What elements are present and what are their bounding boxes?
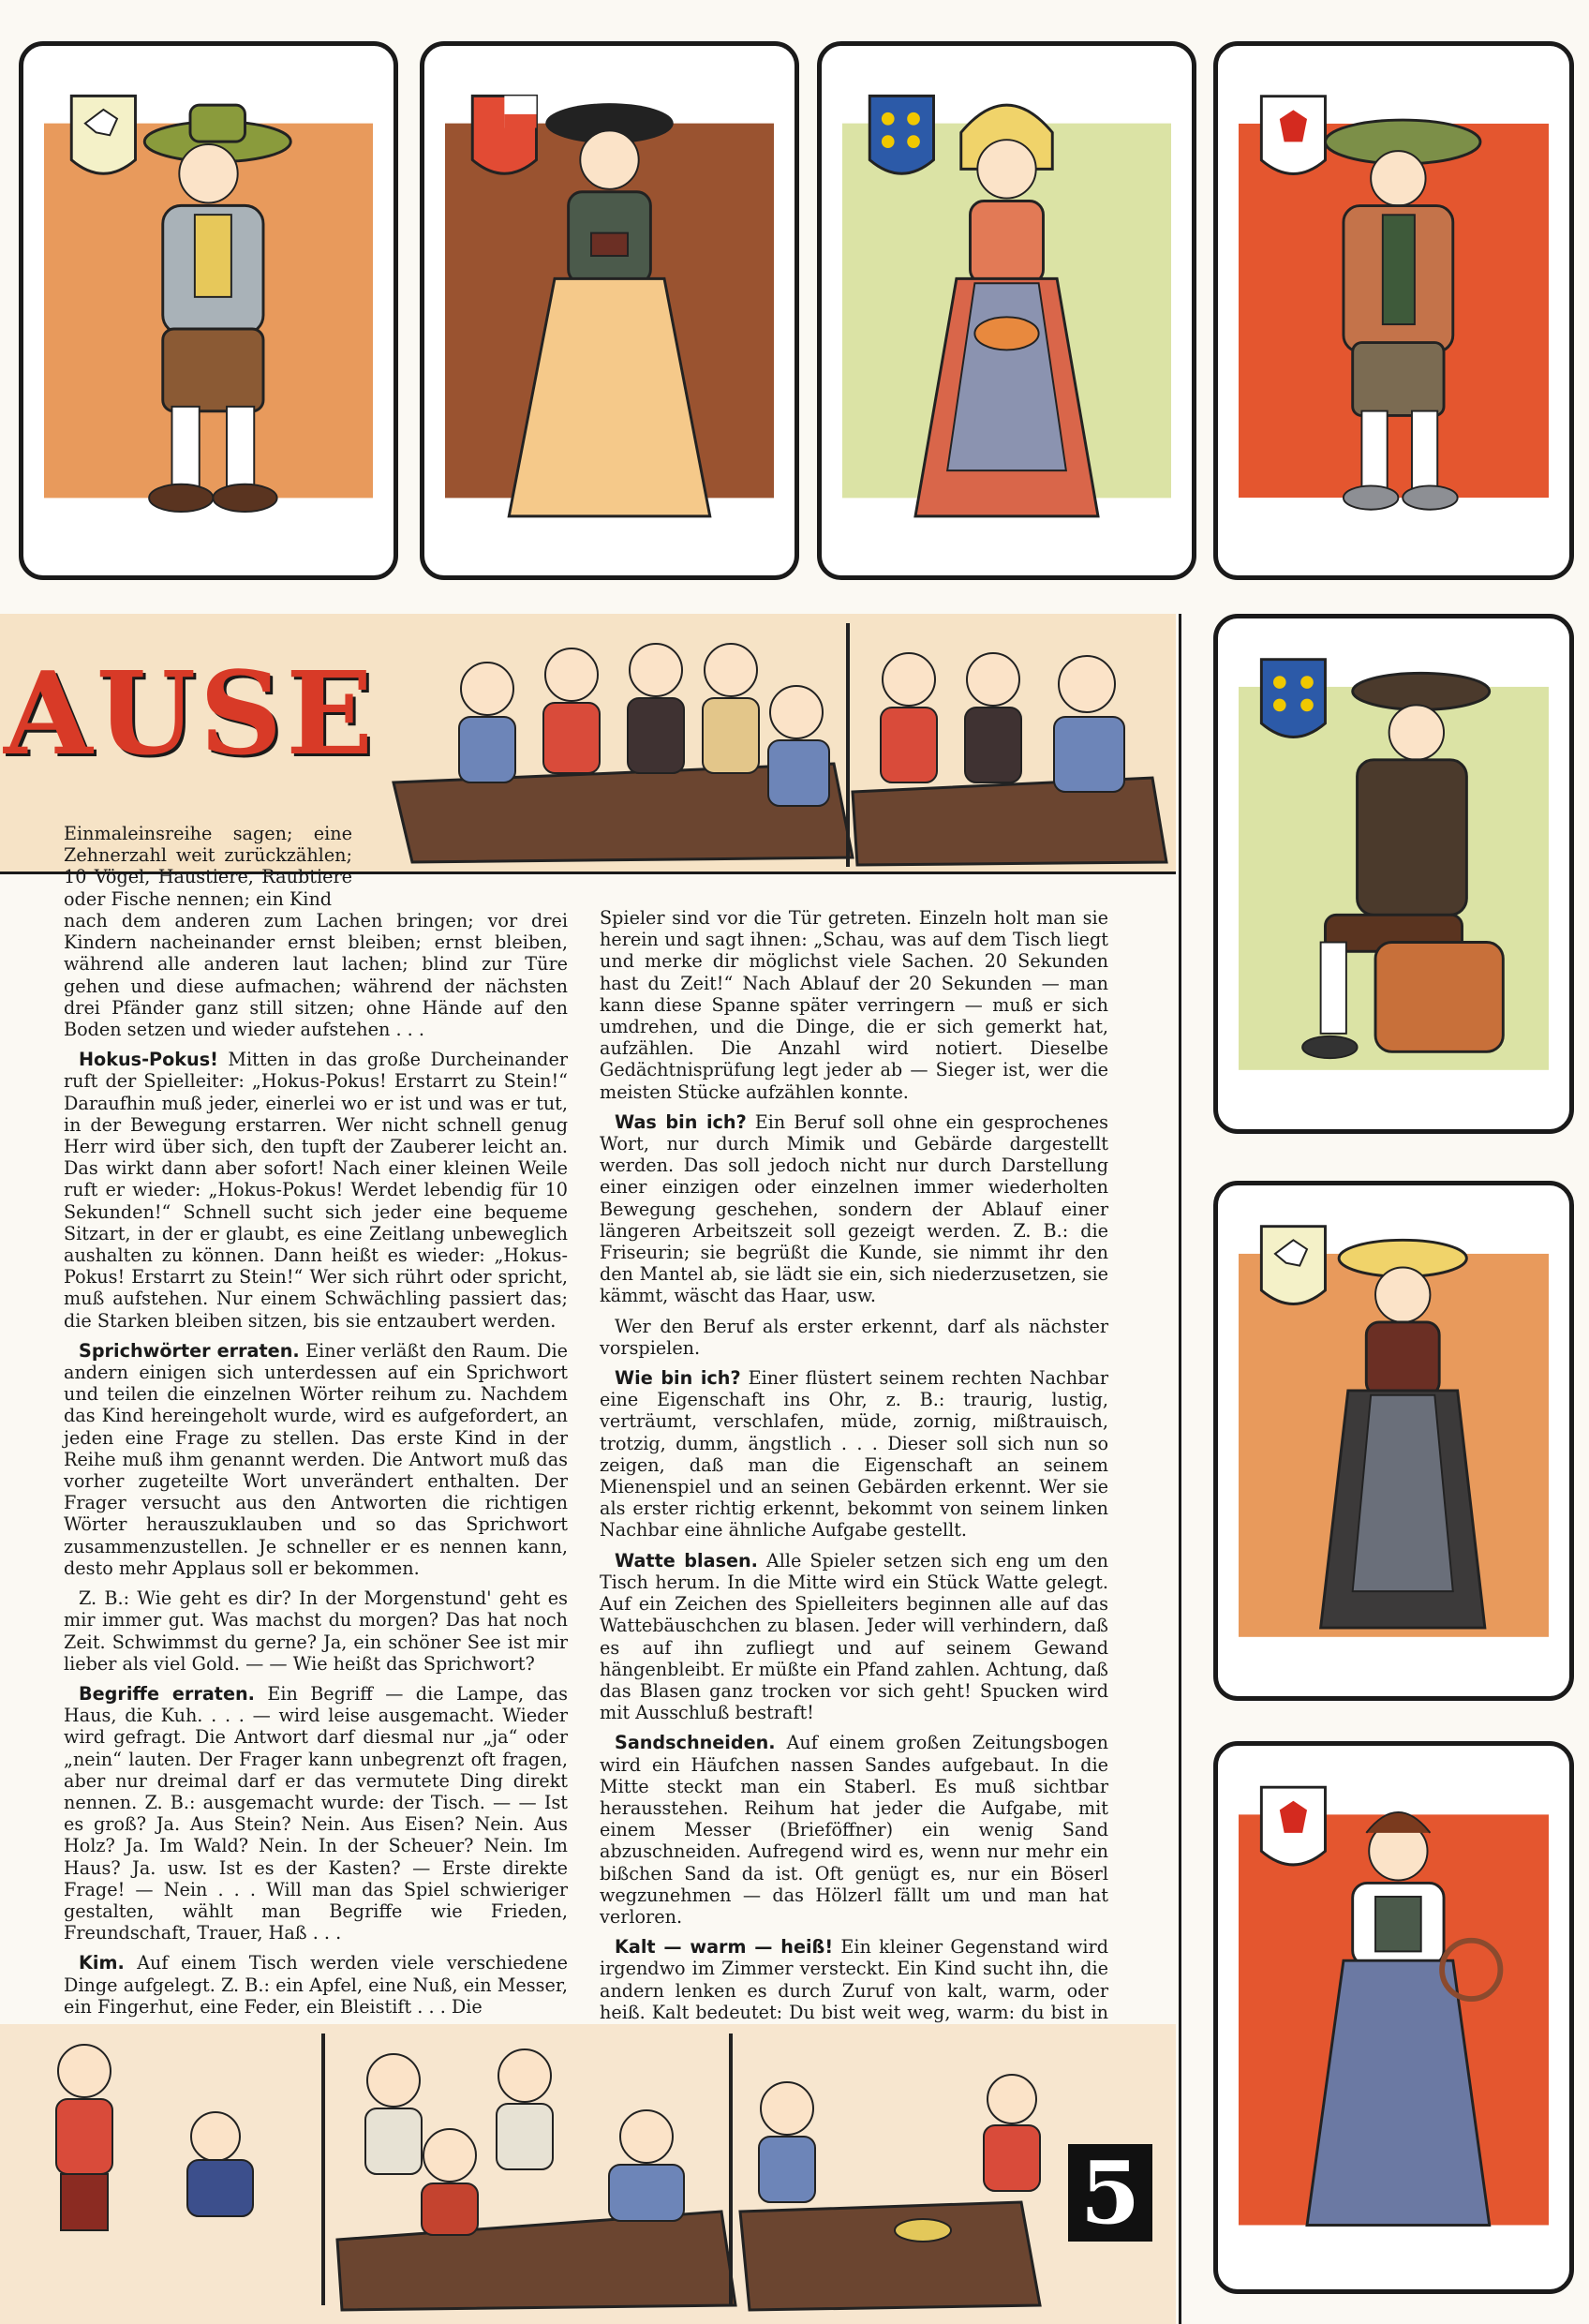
text-hokus-pokus: Mitten in das große Durcheinander ruft der Spielleiter: „Hokus-Pokus! Erstarrt zu Stein!“ Daraufhin muß jeder, einerlei wo er ist und was er tut, in der Bewegung erstarren. Wer nicht schnell genug Herr wird über sich, den tupft der Zauberer leicht an. Das wirkt dann aber sofort! Nach einer kleinen Weile ruft er wieder: „Hokus-Pokus! Werdet lebendig für 10 Sekunden!“ Schnell sucht sich jeder eine bequeme Sitzart, in der er glaubt, es eine Zeitlang unbeweglich aushalten zu können. Dann heißt es wieder: „Hokus-Pokus! Erstarrt zu Stein!“ Wer sich rührt oder spricht, muß aufstehen. Nur einem Schwächling passiert das; die Starken bleiben sitzen, bis sie entzaubert werden. xyxy=(64,1049,568,1332)
costume-card-tyrol-girl xyxy=(1213,1741,1574,2294)
column-divider xyxy=(1179,614,1181,2324)
text-begriffe: Ein Begriff — die Lampe, das Haus, die Kuh. . . . — wird leise ausgemacht. Wieder wird gefragt. Die Antwort darf diesmal nur „ja“ oder „nein“ lauten. Der Frager kann unbegrenzt oft fragen, aber nur dreimal darf er das vermutete Ding direkt nennen. Z. B.: ausgemacht wurde: der Tisch. — — Ist es groß? Ja. Aus Stein? Nein. Aus Eisen? Nein. Aus Holz? Ja. Im Wald? Nein. In der Scheuer? Nein. Im Haus? Ja. usw. Ist es der Kasten? — Erste direkte Frage! — Nein . . . Will man das Spiel schwieriger gestalten, wählt man Begriffe wie Frieden, Freundschaft, Trauer, Haß . . . xyxy=(64,1682,568,1944)
styrian-boy-illustration xyxy=(44,67,373,555)
text-watte-blasen: Alle Spieler setzen sich eng um den Tisch herum. In die Mitte wird ein Stück Watte gelegt. Auf ein Zeichen des Spielleiters beginnen alle auf das Wattebäuschchen zu blasen. Jeder will verhindern, daß es auf ihn zufliegt und auf seinem Gewand hängenbleibt. Er müßte ein Pfand zahlen. Achtung, daß das Blasen ganz trocken vor sich geht! Spucken wird mit Ausschluß bestraft! xyxy=(600,1549,1108,1724)
heading-kim: Kim. xyxy=(79,1952,125,1974)
costume-card-salzburg-girl xyxy=(420,41,799,580)
styrian-girl-illustration xyxy=(1239,1206,1549,1676)
costume-card-styria-girl xyxy=(1213,1181,1574,1701)
paragraph-kim-continued: Spieler sind vor die Tür getreten. Einzeln holt man sie herein und sagt ihnen: „Schau, was auf dem Tisch liegt und merke dir möglichst viele Sachen. 20 Sekunden hast du Zeit!“ Nach Ablauf der 20 Sekunden — man kann diese Spanne später verringern — muß er sich umdrehen, und die Dinge, die er sich gemerkt hat, aufzählen. Die Anzahl wird notiert. Dieselbe Gedächtnisprüfung legt jeder ab — Sieger ist, wer die meisten Stücke aufzählen konnte. xyxy=(600,907,1108,1103)
heading-watte-blasen: Watte blasen. xyxy=(615,1549,758,1572)
costume-card-tyrol-boy xyxy=(1213,41,1574,580)
text-kalt-warm-heiss: Ein kleiner Gegenstand wird irgendwo im Zimmer versteckt. Ein Kind sucht ihn, die andern lenken es durch Zuruf von kalt, warm, oder heiß. Kalt bedeutet: Du bist weit weg, warm: du bist in xyxy=(600,1936,1108,2023)
costume-card-styria-boy xyxy=(19,41,398,580)
heading-hokus-pokus: Hokus-Pokus! xyxy=(79,1049,218,1071)
text-kim: Auf einem Tisch werden viele verschiedene Dinge aufgelegt. Z. B.: ein Apfel, eine Nuß, ein Messer, ein Fingerhut, eine Feder, ein Bleistift . . . Die xyxy=(64,1952,568,2018)
paragraph-was-bin-ich xyxy=(600,1111,1108,1307)
page-number: 5 xyxy=(1068,2144,1152,2242)
costume-card-lower-austria-girl xyxy=(817,41,1196,580)
page-title: AUSE xyxy=(4,646,378,781)
heading-wie-bin-ich: Wie bin ich? xyxy=(615,1367,741,1390)
heading-begriffe: Begriffe erraten. xyxy=(79,1682,255,1705)
paragraph-was-bin-ich-2: Wer den Beruf als erster erkennt, darf als nächster vorspielen. xyxy=(600,1315,1108,1359)
boy-on-barrel-illustration xyxy=(1239,639,1549,1109)
heading-sandschneiden: Sandschneiden. xyxy=(615,1732,776,1754)
tyrolean-girl-illustration xyxy=(1239,1766,1549,2269)
paragraph-wie-bin-ich xyxy=(600,1367,1108,1542)
paragraph-sprichwort-example: Z. B.: Wie geht es dir? In der Morgenstund' geht es mir immer gut. Was machst du morgen? Das hat noch Zeit. Schwimmst du gerne? Ja, ein schöner See ist mir lieber als viel Gold. — — Wie heißt das Sprichwort? xyxy=(64,1587,568,1675)
text-column-2 xyxy=(600,907,1108,2053)
costume-card-lower-austria-boy xyxy=(1213,614,1574,1134)
heading-sprichwoerter: Sprichwörter erraten. xyxy=(79,1339,300,1362)
paragraph-sprichwoerter xyxy=(64,1340,568,1579)
paragraph-hokus-pokus xyxy=(64,1049,568,1332)
children-at-table-illustration xyxy=(384,623,1176,867)
paragraph-begriffe xyxy=(64,1683,568,1944)
text-column-1 xyxy=(64,910,568,2026)
text-wie-bin-ich: Einer flüstert seinem rechten Nachbar eine Eigenschaft ins Ohr, z. B.: traurig, lustig, verträumt, verschlafen, müde, zornig, mißtrauisch, trotzig, dumm, ängstlich . . . Dieser soll sich nun so zeigen, daß man die Eigenschaft an seinem Mienenspiel und an seinen Gebärden erkennt. Wer sie als erster richtig erkennt, bekommt von seinem linken Nachbar eine ähnliche Aufgabe gestellt. xyxy=(600,1367,1108,1542)
paragraph-pfaender: nach dem anderen zum Lachen bringen; vor drei Kindern nacheinander ernst bleiben; ernst bleiben, während alle anderen laut lachen; blind zur Türe gehen und diese aufmachen; während der nächsten drei Pfänder ganz still sitzen; ohne Hände auf den Boden setzen und wieder aufstehen . . . xyxy=(64,910,568,1041)
lower-austria-girl-illustration xyxy=(842,67,1171,555)
text-sandschneiden: Auf einem großen Zeitungsbogen wird ein Häufchen nassen Sandes aufgebaut. In die Mitte steckt man ein Staberl. Es muß sichtbar herausstehen. Reihum hat jeder die Aufgabe, mit einem Messer (Brieföffner) ein wenig Sand abzuschneiden. Aufregend wird es, wenn nur mehr ein bißchen Sand da ist. Oft genügt es, nur ein Böserl wegzunehmen — das Hölzerl fällt um und man hat verloren. xyxy=(600,1732,1108,1928)
paragraph-kim xyxy=(64,1952,568,2018)
tyrolean-boy-illustration xyxy=(1239,67,1549,555)
column1-lead-text: Einmaleinsreihe sagen; eine Zehnerzahl weit zurückzählen; 10 Vögel, Haustiere, Raubtiere oder Fische nennen; ein Kind xyxy=(64,823,352,910)
text-sprichwoerter: Einer verläßt den Raum. Die andern einigen sich unterdessen auf ein Sprichwort und teilen die einzelnen Wörter reihum zu. Nachdem das Kind hereingeholt wurde, wird es aufgefordert, an jeden eine Frage zu stellen. Das erste Kind in der Reihe muß ihm genannt werden. Die Antwort muß das vorher zugeteilte Wort unverändert enthalten. Der Frager versucht aus den Antworten die richtigen Wörter herauszuklauben und so das Sprichwort zusammenzustellen. Je schneller er es nennen kann, desto mehr Applaus soll er bekommen. xyxy=(64,1339,568,1579)
paragraph-sandschneiden xyxy=(600,1732,1108,1928)
heading-kalt-warm-heiss: Kalt — warm — heiß! xyxy=(615,1936,834,1959)
heading-was-bin-ich: Was bin ich? xyxy=(615,1110,747,1133)
paragraph-watte-blasen xyxy=(600,1550,1108,1724)
salzburg-girl-illustration xyxy=(445,67,774,555)
text-was-bin-ich: Ein Beruf soll ohne ein gesprochenes Wort, nur durch Mimik und Gebärde dargestellt werden. Das soll jedoch nicht nur durch Darstellung einer einzigen oder einzelnen immer wiederholten Bewegung geschehen, sondern der Ablauf einer längeren Arbeitszeit soll gezeigt werden. Z. B.: die Friseurin; sie begrüßt die Kunde, sie nimmt ihr den den Mantel ab, sie lädt sie ein, sich niederzusetzen, sie kämmt, wäscht das Haar, usw. xyxy=(600,1110,1108,1307)
bottom-illustration-strip xyxy=(0,2024,1176,2324)
